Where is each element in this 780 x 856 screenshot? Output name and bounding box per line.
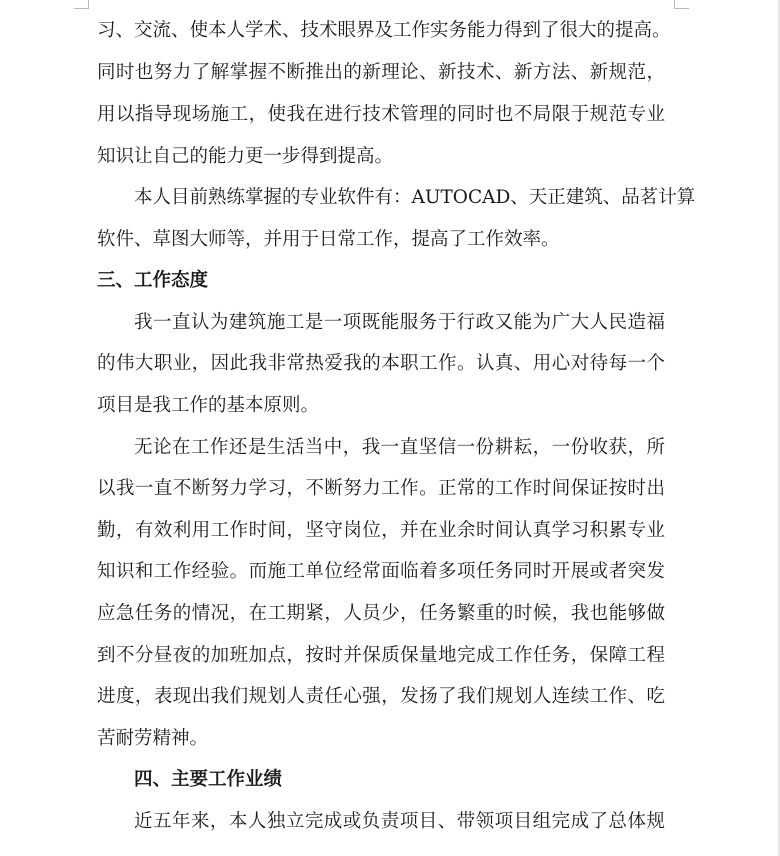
paragraph-line: 的伟大职业，因此我非常热爱我的本职工作。认真、用心对待每一个	[97, 353, 665, 374]
paragraph-line: 到不分昼夜的加班加点，按时并保质保量地完成工作任务，保障工程	[97, 645, 665, 666]
paragraph-line: 用以指导现场施工，使我在进行技术管理的同时也不局限于规范专业	[97, 104, 665, 125]
paragraph-line: 以我一直不断努力学习，不断努力工作。正常的工作时间保证按时出	[97, 478, 665, 499]
paragraph-line: 近五年来，本人独立完成或负责项目、带领项目组完成了总体规	[134, 811, 665, 832]
paragraph-line: 我一直认为建筑施工是一项既能服务于行政又能为广大人民造福	[134, 312, 665, 333]
paragraph-line: 项目是我工作的基本原则。	[97, 395, 320, 416]
paragraph-line: 知识和工作经验。而施工单位经常面临着多项任务同时开展或者突发	[97, 561, 665, 582]
left-crop-mark	[74, 0, 89, 9]
paragraph-line: 习、交流、使本人学术、技术眼界及工作实务能力得到了很大的提高。	[97, 20, 671, 41]
paragraph-line: 同时也努力了解掌握不断推出的新理论、新技术、新方法、新规范，	[97, 62, 665, 83]
paragraph-line: 无论在工作还是生活当中，我一直坚信一份耕耘，一份收获，所	[134, 437, 665, 458]
paragraph-line: 勤，有效利用工作时间，坚守岗位，并在业余时间认真学习积累专业	[97, 520, 665, 541]
right-crop-mark	[674, 0, 689, 9]
paragraph-line: 软件、草图大师等，并用于日常工作，提高了工作效率。	[97, 229, 560, 250]
section-heading: 三、工作态度	[97, 270, 209, 291]
paragraph-line: 应急任务的情况，在工期紧，人员少，任务繁重的时候，我也能够做	[97, 603, 665, 624]
paragraph-line: 本人目前熟练掌握的专业软件有：AUTOCAD、天正建筑、品茗计算	[134, 187, 696, 208]
paragraph-line: 知识让自己的能力更一步得到提高。	[97, 146, 394, 167]
paragraph-line: 苦耐劳精神。	[97, 728, 209, 749]
paragraph-line: 进度，表现出我们规划人责任心强，发扬了我们规划人连续工作、吃	[97, 686, 665, 707]
section-heading: 四、主要工作业绩	[134, 769, 283, 790]
